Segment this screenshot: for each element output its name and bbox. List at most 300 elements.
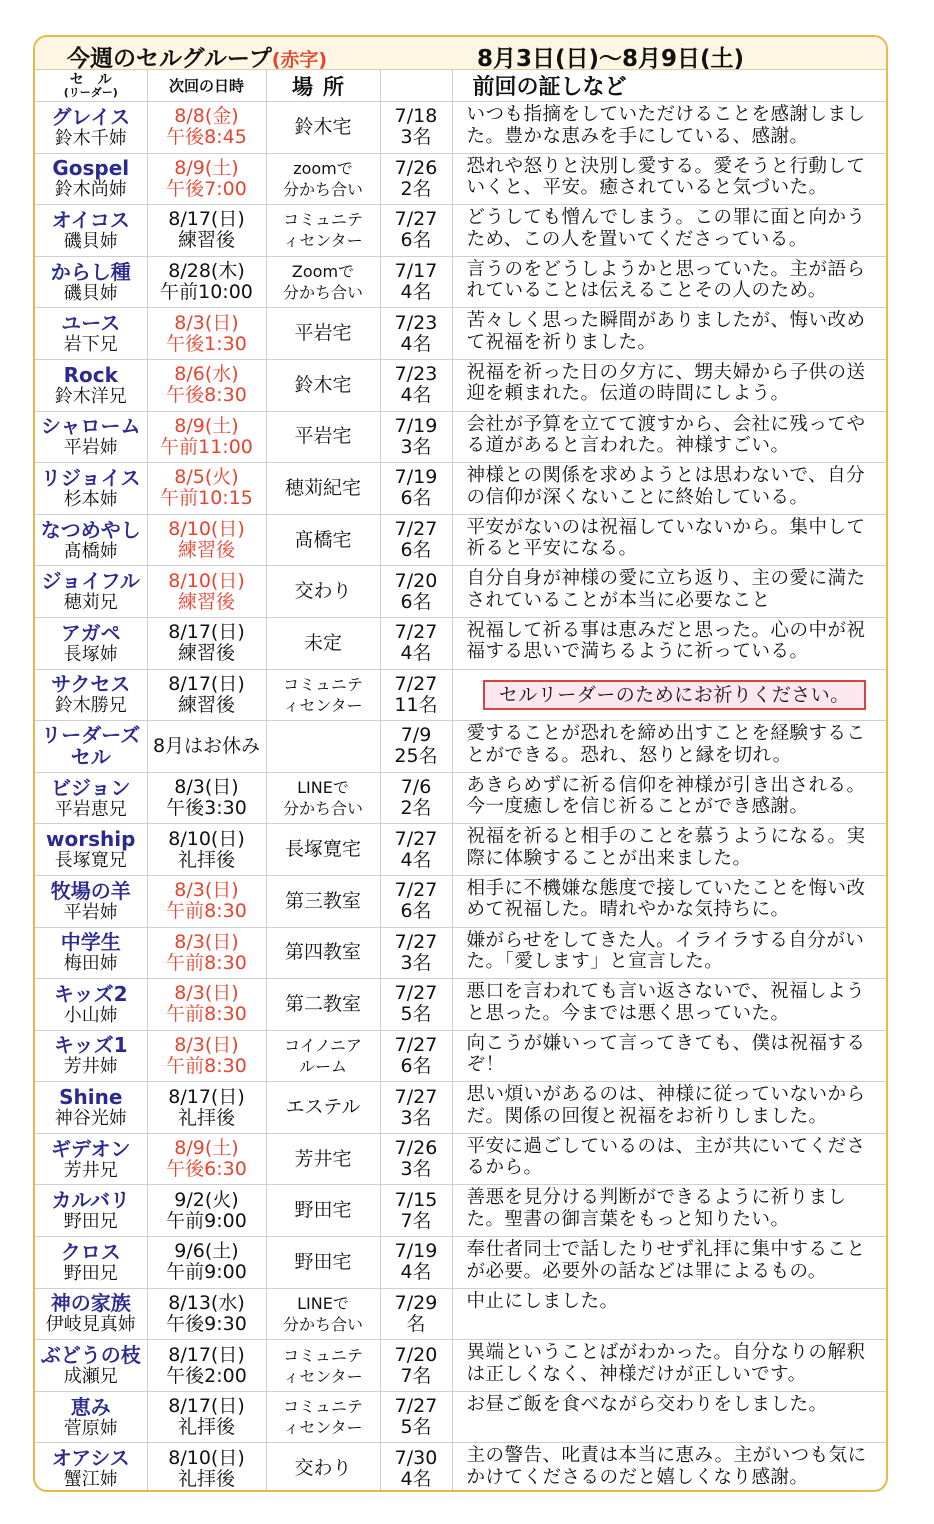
- cell-name: [35, 256, 147, 308]
- cell-group-name: クロス: [60, 1239, 121, 1264]
- next-time: 午前8:30: [166, 1054, 247, 1077]
- prev-count: 11名: [394, 693, 438, 716]
- meeting-place: [266, 772, 380, 824]
- cell-group-name: シャローム: [40, 414, 141, 439]
- prev-date: 7/17: [394, 260, 438, 283]
- testimony-note: 平安に過ごしているのは、主が共にいてくださるから。: [452, 1133, 888, 1185]
- cell-name: [35, 411, 147, 463]
- cell-leader: 杉本姉: [63, 488, 118, 510]
- meeting-place: [266, 1391, 380, 1443]
- cell-leader: 成瀬兄: [63, 1366, 118, 1388]
- prev-date: 7/27: [394, 879, 438, 902]
- previous-meeting: [380, 1340, 452, 1392]
- next-time: 午後9:30: [166, 1312, 247, 1335]
- table-row: [35, 617, 888, 669]
- previous-meeting: [380, 617, 452, 669]
- next-date: 8/17(日): [168, 672, 245, 695]
- next-date: 8/17(日): [168, 1343, 245, 1366]
- next-date: 8/13(水): [168, 1291, 245, 1314]
- meeting-place: [266, 359, 380, 411]
- place-line-2: ィセンター: [283, 231, 363, 251]
- meeting-place: [266, 514, 380, 566]
- next-time: 礼拝後: [177, 1467, 235, 1490]
- table-row: [35, 359, 888, 411]
- meeting-place: [266, 824, 380, 876]
- cell-group-name: リーダーズ: [41, 723, 141, 748]
- table-row: [35, 514, 888, 566]
- meeting-place: [266, 153, 380, 205]
- previous-meeting: [380, 1391, 452, 1443]
- next-date: 8/28(木): [168, 260, 245, 283]
- table-row: [35, 1082, 888, 1134]
- testimony-note: 祝福を祈った日の夕方に、甥夫婦から子供の送迎を頼まれた。伝道の時間にしよう。: [452, 359, 888, 411]
- previous-meeting: [380, 875, 452, 927]
- prev-count: 名: [406, 1312, 426, 1335]
- cell-name: [35, 617, 147, 669]
- prayer-request-box: セルリーダーのためにお祈りください。: [483, 680, 866, 710]
- cell-group-name: アガペ: [60, 620, 121, 645]
- meeting-place: [266, 875, 380, 927]
- cell-group-name: Shine: [59, 1085, 123, 1110]
- meeting-place: [266, 1185, 380, 1237]
- prev-count: 5名: [400, 1003, 432, 1026]
- cell-name: [35, 1185, 147, 1237]
- meeting-place: [266, 617, 380, 669]
- place-line-2: ィセンター: [283, 1418, 363, 1438]
- next-date: 8/17(日): [168, 1085, 245, 1108]
- cell-name: [35, 308, 147, 360]
- col-header-cell-label: セ ル: [69, 71, 112, 88]
- table-row: [35, 875, 888, 927]
- cell-group-name: オアシス: [51, 1446, 130, 1471]
- cell-group-name: Rock: [63, 362, 118, 387]
- meeting-place: [266, 721, 380, 773]
- table-row: [35, 927, 888, 979]
- place-line-1: コイノニア: [284, 1035, 362, 1055]
- previous-meeting: [380, 1237, 452, 1289]
- cell-leader: 平岩姉: [63, 901, 118, 923]
- next-date: 9/6(土): [174, 1240, 239, 1263]
- place-line-1: 野田宅: [294, 1199, 352, 1222]
- next-time: 練習後: [177, 539, 235, 562]
- table-row: [35, 153, 888, 205]
- next-schedule: [147, 566, 266, 618]
- cell-leader: 長塚寛兄: [54, 850, 127, 872]
- sheet-header: [35, 37, 886, 70]
- testimony-note: 異端ということばがわかった。自分なりの解釈は正しくなく、神様だけが正しいです。: [452, 1340, 888, 1392]
- next-time: 練習後: [177, 590, 235, 613]
- previous-meeting: [380, 153, 452, 205]
- next-time: 練習後: [177, 229, 235, 252]
- next-schedule: [147, 1340, 266, 1392]
- cell-group-name: 恵み: [70, 1394, 111, 1419]
- cell-name: [35, 1340, 147, 1392]
- testimony-note: あきらめずに祈る信仰を神様が引き出される。今一度癒しを信じ祈ることができ感謝。: [452, 772, 888, 824]
- cell-group-name: キッズ1: [53, 1033, 128, 1058]
- next-schedule: [147, 669, 266, 721]
- next-schedule: [147, 772, 266, 824]
- place-line-1: 交わり: [294, 580, 352, 603]
- prev-date: 7/19: [394, 1240, 438, 1263]
- testimony-note: お昼ご飯を食べながら交わりをしました。: [452, 1391, 888, 1443]
- col-header-testimony: 前回の証しなど: [452, 70, 888, 102]
- table-row: [35, 205, 888, 257]
- table-row: [35, 463, 888, 515]
- place-line-2: ィセンター: [283, 695, 363, 715]
- prev-count: 3名: [400, 126, 432, 149]
- table-row: [35, 721, 888, 773]
- place-line-2: 分かち合い: [282, 179, 363, 199]
- previous-meeting: [380, 1443, 452, 1492]
- cell-name: [35, 1082, 147, 1134]
- col-header-cell-sub: (リーダー): [63, 85, 118, 99]
- next-time: 午後7:00: [166, 177, 247, 200]
- prev-date: 7/27: [394, 982, 438, 1005]
- meeting-place: [266, 669, 380, 721]
- next-schedule: [147, 617, 266, 669]
- table-row: [35, 824, 888, 876]
- prev-count: 7名: [400, 1364, 432, 1387]
- table-row: [35, 979, 888, 1031]
- cell-name: [35, 875, 147, 927]
- meeting-place: [266, 1340, 380, 1392]
- meeting-place: [266, 256, 380, 308]
- prev-count: 4名: [400, 1467, 432, 1490]
- testimony-note: 恐れや怒りと決別し愛する。愛そうと行動していくと、平安。癒されていると気づいた。: [452, 153, 888, 205]
- next-date: 8/9(土): [174, 156, 239, 179]
- cell-name: [35, 1133, 147, 1185]
- next-schedule: [147, 102, 266, 154]
- cell-name: [35, 1288, 147, 1340]
- place-line-1: 未定: [303, 631, 342, 654]
- next-schedule: [147, 875, 266, 927]
- table-row: [35, 1133, 888, 1185]
- cell-group-sheet: [33, 35, 888, 1492]
- col-header-place: 場所: [266, 70, 380, 102]
- meeting-place: [266, 1030, 380, 1082]
- cell-group-name: ビジョン: [50, 775, 131, 800]
- testimony-note: 相手に不機嫌な態度で接していたことを悔い改めて祝福した。晴れやかな気持ちに。: [452, 875, 888, 927]
- prev-date: 7/27: [394, 1085, 438, 1108]
- cell-leader: 野田兄: [63, 1262, 118, 1284]
- table-row: [35, 1340, 888, 1392]
- cell-group-name: ギデオン: [50, 1136, 131, 1161]
- place-line-1: 第四教室: [284, 941, 361, 964]
- place-line-1: コミュニテ: [283, 1345, 363, 1365]
- next-schedule: [147, 1030, 266, 1082]
- prev-count: 4名: [400, 332, 432, 355]
- place-line-1: 第二教室: [284, 992, 361, 1015]
- cell-leader: 鈴木千姉: [54, 127, 127, 149]
- next-schedule: [147, 153, 266, 205]
- previous-meeting: [380, 1030, 452, 1082]
- testimony-note: 言うのをどうしようかと思っていた。主が語られていることは伝えることその人のため。: [452, 256, 888, 308]
- cell-leader: 鈴木尚姉: [54, 179, 127, 201]
- cell-group-name: ぶどうの枝: [40, 1343, 141, 1368]
- meeting-place: [266, 463, 380, 515]
- next-date: 8/10(日): [168, 827, 245, 850]
- prev-count: 2名: [400, 177, 432, 200]
- prev-count: 5名: [400, 1416, 432, 1439]
- cell-name: [35, 514, 147, 566]
- testimony-note: 嫌がらせをしてきた人。イライラする自分がいた。「愛します」と宣言した。: [452, 927, 888, 979]
- prev-count: 6名: [400, 1054, 432, 1077]
- date-range: 8月3日(日)〜8月9日(土): [477, 46, 745, 72]
- meeting-place: [266, 308, 380, 360]
- prev-count: 4名: [400, 281, 432, 304]
- next-schedule: [147, 514, 266, 566]
- next-time: 礼拝後: [177, 1106, 235, 1129]
- prev-date: 7/23: [394, 363, 438, 386]
- cell-leader: 芳井兄: [63, 1159, 118, 1181]
- next-time: 午前9:00: [166, 1209, 247, 1232]
- cell-group-name: なつめやし: [40, 517, 141, 542]
- prev-count: 6名: [400, 900, 432, 923]
- prev-count: 7名: [400, 1209, 432, 1232]
- prev-date: 7/27: [394, 930, 438, 953]
- table-body: [35, 102, 888, 1493]
- cell-group-name: キッズ2: [53, 981, 128, 1006]
- next-schedule: [147, 359, 266, 411]
- next-time: 午後8:45: [166, 126, 247, 149]
- next-schedule: [147, 1185, 266, 1237]
- next-date: 8/9(土): [174, 1137, 239, 1160]
- previous-meeting: [380, 669, 452, 721]
- meeting-place: [266, 1133, 380, 1185]
- table-row: [35, 1030, 888, 1082]
- place-line-1: 交わり: [294, 1457, 352, 1480]
- cell-name: [35, 205, 147, 257]
- next-schedule: [147, 721, 266, 773]
- place-line-2: 分かち合い: [282, 1314, 363, 1334]
- prev-count: 4名: [400, 642, 432, 665]
- cell-leader: 鈴木勝兄: [54, 695, 127, 717]
- meeting-place: [266, 205, 380, 257]
- next-schedule: [147, 1082, 266, 1134]
- prev-date: 7/27: [394, 1033, 438, 1056]
- place-line-1: 平岩宅: [294, 425, 352, 448]
- cell-leader: 野田兄: [63, 1211, 118, 1233]
- place-line-1: 野田宅: [294, 1250, 352, 1273]
- prev-date: 7/15: [394, 1188, 438, 1211]
- cell-group-name: ユース: [61, 311, 121, 336]
- cell-leader: 伊岐見真姉: [45, 1314, 136, 1336]
- prev-count: 6名: [400, 539, 432, 562]
- cell-group-name: サクセス: [51, 672, 131, 697]
- place-line-1: zoomで: [293, 158, 353, 178]
- table-row: [35, 1237, 888, 1289]
- col-header-prev: [380, 70, 452, 102]
- cell-group-name: 中学生: [60, 930, 121, 955]
- testimony-note: 悪口を言われても言い返さないで、祝福しようと思った。今までは悪く思っていた。: [452, 979, 888, 1031]
- next-time: 午前10:15: [160, 487, 253, 510]
- prev-count: 3名: [400, 1158, 432, 1181]
- next-time: 午前8:30: [166, 1003, 247, 1026]
- previous-meeting: [380, 514, 452, 566]
- next-schedule: [147, 256, 266, 308]
- next-time: 練習後: [177, 642, 235, 665]
- title-red-note: (赤字): [271, 49, 328, 71]
- previous-meeting: [380, 1082, 452, 1134]
- place-line-1: 芳井宅: [294, 1147, 352, 1170]
- table-row: [35, 411, 888, 463]
- next-date: 8/5(火): [174, 466, 239, 489]
- meeting-place: [266, 927, 380, 979]
- next-schedule: [147, 463, 266, 515]
- prev-date: 7/27: [394, 621, 438, 644]
- place-line-1: LINEで: [297, 778, 349, 798]
- prev-count: 4名: [400, 848, 432, 871]
- cell-name: [35, 979, 147, 1031]
- testimony-note: いつも指摘をしていただけることを感謝しました。豊かな恵みを手にしている、感謝。: [452, 102, 888, 154]
- prev-date: 7/30: [394, 1446, 438, 1469]
- page-title: [67, 40, 327, 73]
- cell-leader: 磯貝姉: [63, 282, 118, 304]
- cell-name: [35, 1443, 147, 1492]
- place-line-1: コミュニテ: [283, 674, 363, 694]
- prev-date: 7/23: [394, 311, 438, 334]
- next-date: 8/17(日): [168, 1395, 245, 1418]
- testimony-note: 祝福を祈ると相手のことを慕うようになる。実際に体験することが出来ました。: [452, 824, 888, 876]
- previous-meeting: [380, 411, 452, 463]
- testimony-note: 思い煩いがあるのは、神様に従っていないからだ。関係の回復と祝福をお祈りしました。: [452, 1082, 888, 1134]
- cell-leader: 磯貝姉: [63, 230, 118, 252]
- cell-group-name: 神の家族: [50, 1291, 131, 1316]
- previous-meeting: [380, 463, 452, 515]
- next-date: 8/3(日): [174, 982, 239, 1005]
- cell-leader: 平岩恵兄: [54, 798, 127, 820]
- prev-date: 7/19: [394, 414, 438, 437]
- title-text: 今週のセルグループ: [67, 46, 272, 72]
- place-line-2: 分かち合い: [282, 799, 363, 819]
- previous-meeting: [380, 979, 452, 1031]
- cell-group-name: からし種: [50, 259, 131, 284]
- prev-date: 7/27: [394, 518, 438, 541]
- next-time: 午前10:00: [160, 281, 253, 304]
- meeting-place: [266, 1443, 380, 1492]
- next-date: 8/17(日): [168, 621, 245, 644]
- next-schedule: [147, 1443, 266, 1492]
- previous-meeting: [380, 205, 452, 257]
- place-line-1: LINEで: [297, 1293, 349, 1313]
- previous-meeting: [380, 927, 452, 979]
- cell-leader: 髙橋姉: [63, 540, 118, 562]
- cell-leader: 梅田姉: [63, 953, 118, 975]
- next-date: 8/3(日): [174, 879, 239, 902]
- prev-date: 7/27: [394, 1395, 438, 1418]
- prev-count: 4名: [400, 1261, 432, 1284]
- next-date: 8/9(土): [174, 414, 239, 437]
- cell-name: [35, 721, 147, 773]
- cell-leader: 菅原姉: [63, 1417, 118, 1439]
- next-date: 8月はお休み: [152, 734, 261, 757]
- prev-date: 7/20: [394, 1343, 438, 1366]
- next-time: 午後2:00: [166, 1364, 247, 1387]
- table-row: [35, 308, 888, 360]
- prev-date: 7/6: [400, 776, 432, 799]
- testimony-note: 奉仕者同士で話したりせず礼拝に集中することが必要。必要外の話などは罪によるもの。: [452, 1237, 888, 1289]
- next-date: 8/3(日): [174, 776, 239, 799]
- col-header-next-date: 次回の日時: [147, 70, 266, 102]
- next-time: 午後1:30: [166, 332, 247, 355]
- testimony-note: 平安がないのは祝福していないから。集中して祈ると平安になる。: [452, 514, 888, 566]
- place-line-1: 鈴木宅: [294, 373, 352, 396]
- cell-name: [35, 927, 147, 979]
- cell-name: [35, 566, 147, 618]
- next-schedule: [147, 411, 266, 463]
- next-time: 礼拝後: [177, 848, 235, 871]
- prev-date: 7/19: [394, 466, 438, 489]
- next-schedule: [147, 205, 266, 257]
- cell-name: [35, 463, 147, 515]
- meeting-place: [266, 566, 380, 618]
- cell-leader: 小山姉: [63, 1004, 118, 1026]
- cell-group-name: Gospel: [52, 156, 130, 181]
- next-schedule: [147, 1288, 266, 1340]
- cell-group-name: worship: [46, 827, 136, 852]
- table-row: [35, 669, 888, 721]
- next-time: 午後3:30: [166, 797, 247, 820]
- cell-group-name: リジョイス: [41, 465, 141, 490]
- cell-group-name: 牧場の羊: [50, 878, 131, 903]
- place-line-1: エステル: [285, 1096, 361, 1119]
- place-line-1: 鈴木宅: [294, 115, 352, 138]
- prev-count: 3名: [400, 951, 432, 974]
- prev-count: 6名: [400, 229, 432, 252]
- meeting-place: [266, 1237, 380, 1289]
- prev-date: 7/18: [394, 105, 438, 128]
- cell-leader: 平岩姉: [63, 437, 118, 459]
- table-row: [35, 566, 888, 618]
- previous-meeting: [380, 566, 452, 618]
- cell-name: [35, 669, 147, 721]
- table-row: [35, 1185, 888, 1237]
- previous-meeting: [380, 1288, 452, 1340]
- place-line-2: 分かち合い: [282, 283, 363, 303]
- cell-leader: 穂苅兄: [63, 592, 118, 614]
- previous-meeting: [380, 256, 452, 308]
- cell-name: [35, 153, 147, 205]
- prev-count: 3名: [400, 1106, 432, 1129]
- testimony-note: 善悪を見分ける判断ができるように祈りました。聖書の御言葉をもっと知りたい。: [452, 1185, 888, 1237]
- next-schedule: [147, 927, 266, 979]
- place-line-1: コミュニテ: [283, 210, 363, 230]
- cell-group-name: ジョイフル: [41, 569, 140, 594]
- previous-meeting: [380, 359, 452, 411]
- cell-leader: 長塚姉: [63, 643, 118, 665]
- next-date: 8/3(日): [174, 1033, 239, 1056]
- previous-meeting: [380, 721, 452, 773]
- cell-name: [35, 772, 147, 824]
- cell-leader: 神谷光姉: [54, 1108, 127, 1130]
- cell-name: [35, 359, 147, 411]
- prev-count: 4名: [400, 384, 432, 407]
- next-date: 8/3(日): [174, 311, 239, 334]
- cell-group-table: [35, 70, 888, 1492]
- cell-name: [35, 824, 147, 876]
- table-row: [35, 1391, 888, 1443]
- next-time: 午後6:30: [166, 1158, 247, 1181]
- place-line-1: コミュニテ: [283, 1397, 363, 1417]
- previous-meeting: [380, 772, 452, 824]
- testimony-note: 愛することが恐れを締め出すことを経験することができる。恐れ、怒りと縁を切れ。: [452, 721, 888, 773]
- table-row: [35, 102, 888, 154]
- next-time: 礼拝後: [177, 1416, 235, 1439]
- next-date: 8/17(日): [168, 208, 245, 231]
- prev-date: 7/9: [400, 724, 432, 747]
- next-schedule: [147, 308, 266, 360]
- cell-name: [35, 102, 147, 154]
